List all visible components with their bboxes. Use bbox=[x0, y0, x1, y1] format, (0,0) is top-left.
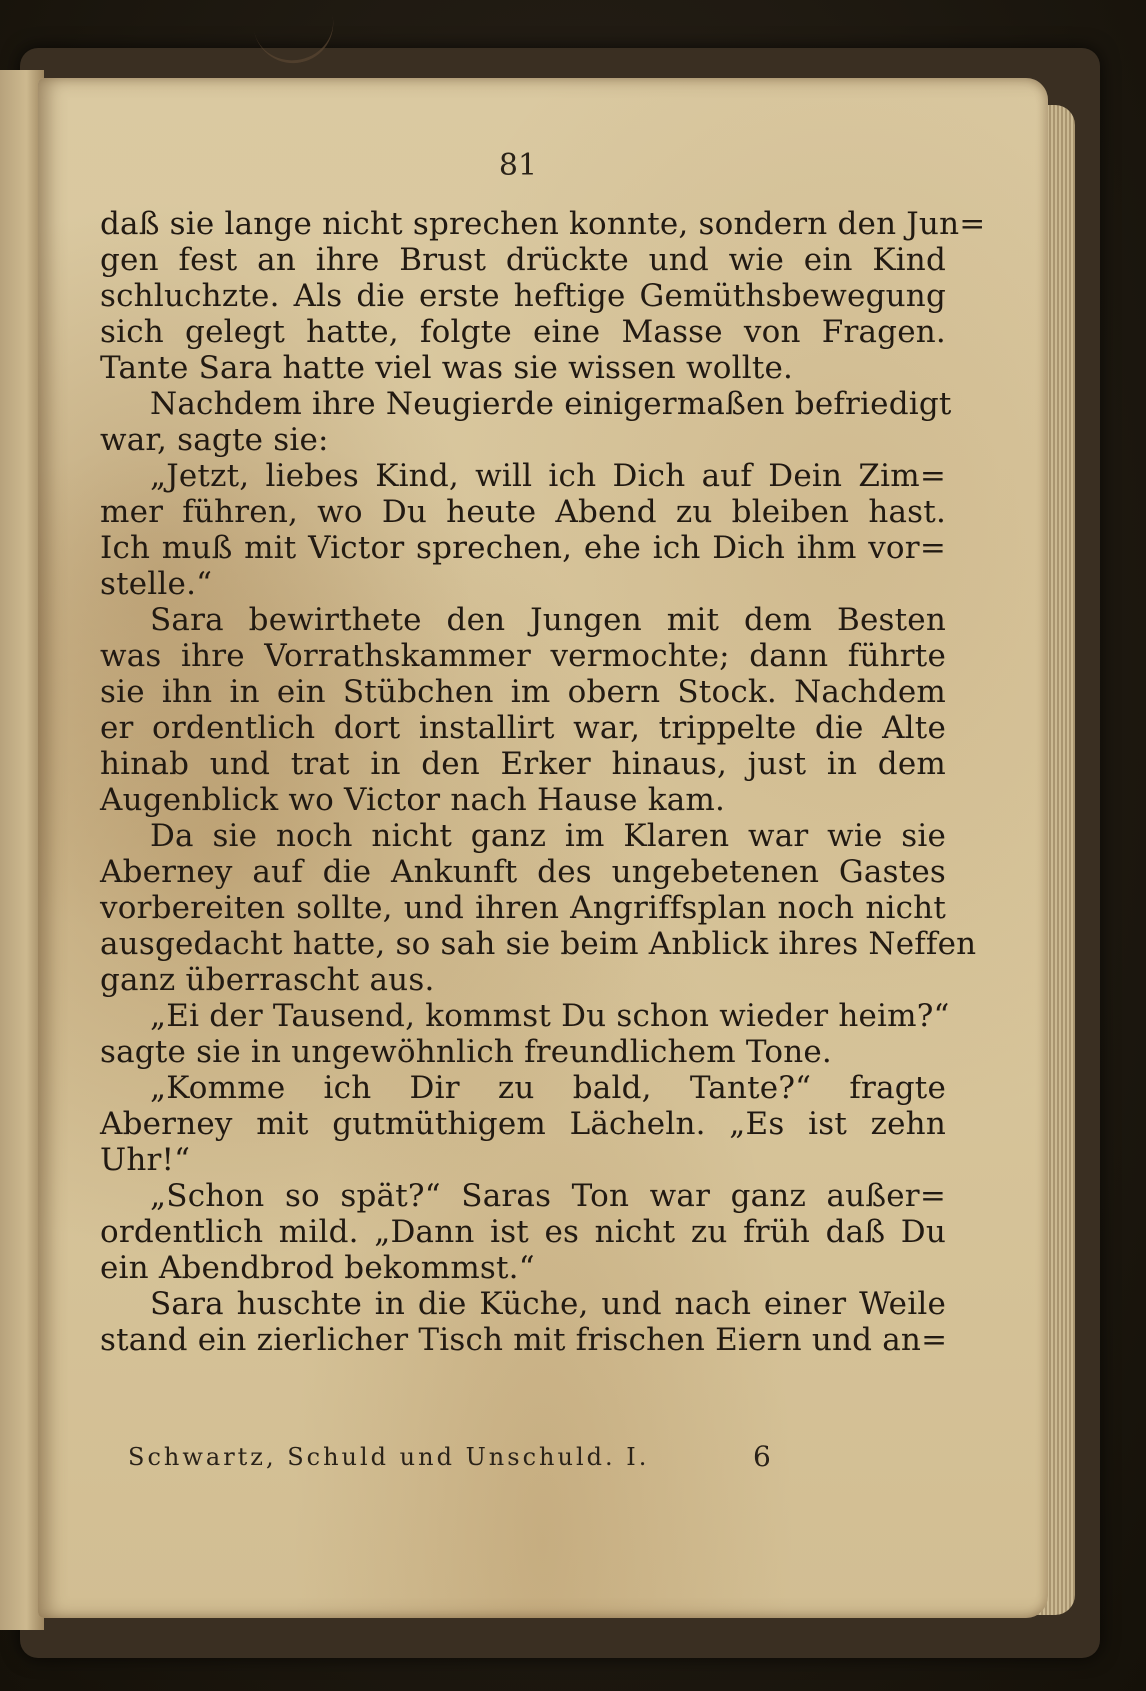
text-line: mer führen, wo Du heute Abend zu bleiben hast. bbox=[100, 494, 946, 530]
signature-number: 6 bbox=[753, 1440, 771, 1473]
text-line: vorbereiten sollte, und ihren Angriffsplan noch nicht bbox=[100, 890, 946, 926]
text-line: stelle.“ bbox=[100, 566, 213, 602]
page-text bbox=[100, 206, 986, 1358]
text-line: sie ihn in ein Stübchen im obern Stock. Nachdem bbox=[100, 674, 946, 710]
text-line: Aberney mit gutmüthigem Lächeln. „Es ist zehn bbox=[100, 1106, 946, 1142]
book-page bbox=[38, 78, 1048, 1618]
text-line: Aberney auf die Ankunft des ungebetenen Gastes bbox=[100, 854, 946, 890]
text-line: sich gelegt hatte, folgte eine Masse von Fragen. bbox=[100, 314, 946, 350]
text-line: Da sie noch nicht ganz im Klaren war wie sie bbox=[150, 818, 946, 854]
text-line: ausgedacht hatte, so sah sie beim Anblick ihres Neffen bbox=[100, 926, 977, 962]
text-line: gen fest an ihre Brust drückte und wie ein Kind bbox=[100, 242, 946, 278]
text-line: Sara bewirthete den Jungen mit dem Besten bbox=[150, 602, 946, 638]
text-line: „Schon so spät?“ Saras Ton war ganz außer= bbox=[150, 1178, 946, 1214]
text-line: „Ei der Tausend, kommst Du schon wieder heim?“ bbox=[150, 998, 950, 1034]
text-line: ordentlich mild. „Dann ist es nicht zu früh daß Du bbox=[100, 1214, 946, 1250]
text-line: „Komme ich Dir zu bald, Tante?“ fragte bbox=[150, 1070, 946, 1106]
signature-line: Schwartz, Schuld und Unschuld. I. bbox=[128, 1443, 650, 1471]
text-line: Nachdem ihre Neugierde einigermaßen befriedigt bbox=[150, 386, 952, 422]
text-line: hinab und trat in den Erker hinaus, just in dem bbox=[100, 746, 946, 782]
text-line: „Jetzt, liebes Kind, will ich Dich auf Dein Zim= bbox=[150, 458, 946, 494]
text-line: daß sie lange nicht sprechen konnte, sondern den Jun= bbox=[100, 206, 986, 242]
text-line: ein Abendbrod bekommst.“ bbox=[100, 1250, 535, 1286]
text-line: war, sagte sie: bbox=[100, 422, 329, 458]
text-line: er ordentlich dort installirt war, trippelte die Alte bbox=[100, 710, 946, 746]
text-line: Tante Sara hatte viel was sie wissen wollte. bbox=[100, 350, 794, 386]
text-line: Ich muß mit Victor sprechen, ehe ich Dich ihm vor= bbox=[100, 530, 946, 566]
text-line: Sara huschte in die Küche, und nach einer Weile bbox=[150, 1286, 946, 1322]
text-line: ganz überrascht aus. bbox=[100, 962, 435, 998]
text-line: Augenblick wo Victor nach Hause kam. bbox=[100, 782, 726, 818]
text-line: was ihre Vorrathskammer vermochte; dann führte bbox=[100, 638, 946, 674]
text-line: sagte sie in ungewöhnlich freundlichem Tone. bbox=[100, 1034, 832, 1070]
text-line: schluchzte. Als die erste heftige Gemüthsbewegung bbox=[100, 278, 946, 314]
page-number: 81 bbox=[498, 148, 538, 183]
text-line: stand ein zierlicher Tisch mit frischen Eiern und an= bbox=[100, 1322, 948, 1358]
text-line: Uhr!“ bbox=[100, 1142, 191, 1178]
